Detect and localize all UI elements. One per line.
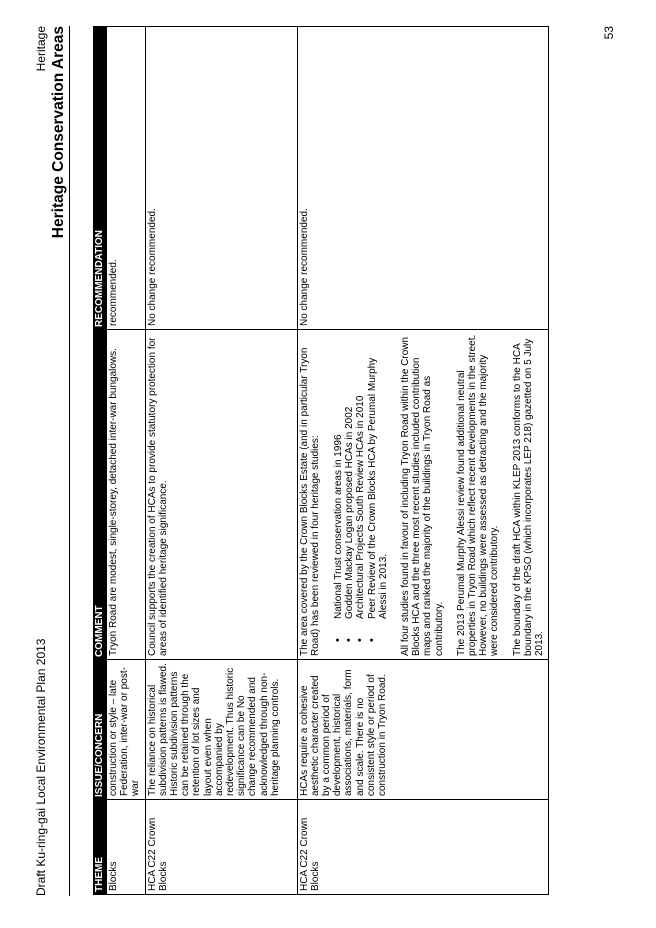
hca-table bbox=[93, 26, 549, 895]
theme-cell: Blocks bbox=[107, 800, 146, 895]
list-item: • Godden Mackay Logan proposed HCAs in 2002 bbox=[344, 333, 355, 634]
comment-paragraph: All four studies found in favour of including Tryon Road within the Crown Blocks HCA and the three most recent studies included contribution maps and ranked the majority of the buildings in Tryon Road as contributory. bbox=[400, 336, 445, 656]
comment-cell bbox=[145, 330, 297, 660]
column-header-recommendation: RECOMMENDATION bbox=[94, 27, 107, 330]
table-row bbox=[145, 27, 297, 895]
list-item: • National Trust conservation areas in 1996 bbox=[333, 333, 344, 634]
column-header-comment: COMMENT bbox=[94, 330, 107, 660]
recommendation-cell: No change recommended. bbox=[145, 27, 297, 330]
document-title: Draft Ku-ring-gai Local Environmental Plan 2013 bbox=[34, 638, 48, 896]
recommendation-cell: No change recommended. bbox=[297, 27, 549, 330]
comment-paragraph: The boundary of the draft HCA within KLEP 2013 conforms to the HCA boundary in the KPSO (which incorporates LEP 218) gazetted on 5 July 2013. bbox=[511, 338, 546, 656]
list-item: • Peer Review of the Crown Blocks HCA by Perumal Murphy Alessi in 2013. bbox=[367, 333, 389, 634]
heritage-studies-list bbox=[333, 333, 389, 656]
comment-intro: The area covered by the Crown Blocks Estate (and in particular Tryon Road) has been reviewed in four heritage studies: bbox=[298, 347, 321, 656]
comment-paragraph: Council supports the creation of HCAs to provide statutory protection for areas of identified heritage significance. bbox=[146, 337, 169, 656]
issue-cell: The reliance on historical subdivision patterns is flawed. Historic subdivision patterns can be retained through the retention of lot sizes and layout even when accompanied by redevelopment. Thus historic significance can be No change recommended and acknowledged through non-heritage planning controls. bbox=[145, 660, 297, 800]
list-item: • Architectural Projects South Review HCAs in 2010 bbox=[355, 333, 366, 634]
section-label: Heritage bbox=[34, 26, 48, 72]
column-header-issue: ISSUE/CONCERN bbox=[94, 660, 107, 800]
comment-paragraph: The 2013 Perumal Murphy Alessi review found additional neutral properties in Tryon Road which reflect recent developments in the street. However, no buildings were assessed as detracting and the majority were considered contributory. bbox=[455, 334, 501, 656]
comment-cell bbox=[297, 330, 549, 660]
column-header-theme: THEME bbox=[94, 800, 107, 895]
page-number: 53 bbox=[602, 26, 616, 40]
recommendation-cell: recommended. bbox=[107, 27, 146, 330]
issue-cell: HCAs require a cohesive aesthetic character created by a common period of development, historical associations, materials, form and scale. There is no consistent style or period of construction in Tryon Road. bbox=[297, 660, 549, 800]
table-header-row bbox=[94, 27, 107, 895]
page-heading: Heritage Conservation Areas bbox=[50, 26, 67, 239]
header-divider bbox=[69, 26, 70, 896]
theme-cell: HCA C22 Crown Blocks bbox=[297, 800, 549, 895]
theme-cell: HCA C22 Crown Blocks bbox=[145, 800, 297, 895]
table-row bbox=[107, 27, 146, 895]
comment-paragraph: Tryon Road are modest, single-storey, detached inter-war bungalows. bbox=[108, 348, 119, 656]
comment-cell bbox=[107, 330, 146, 660]
issue-cell: construction or style – late Federation, inter-war or post-war bbox=[107, 660, 146, 800]
table-row bbox=[297, 27, 549, 895]
